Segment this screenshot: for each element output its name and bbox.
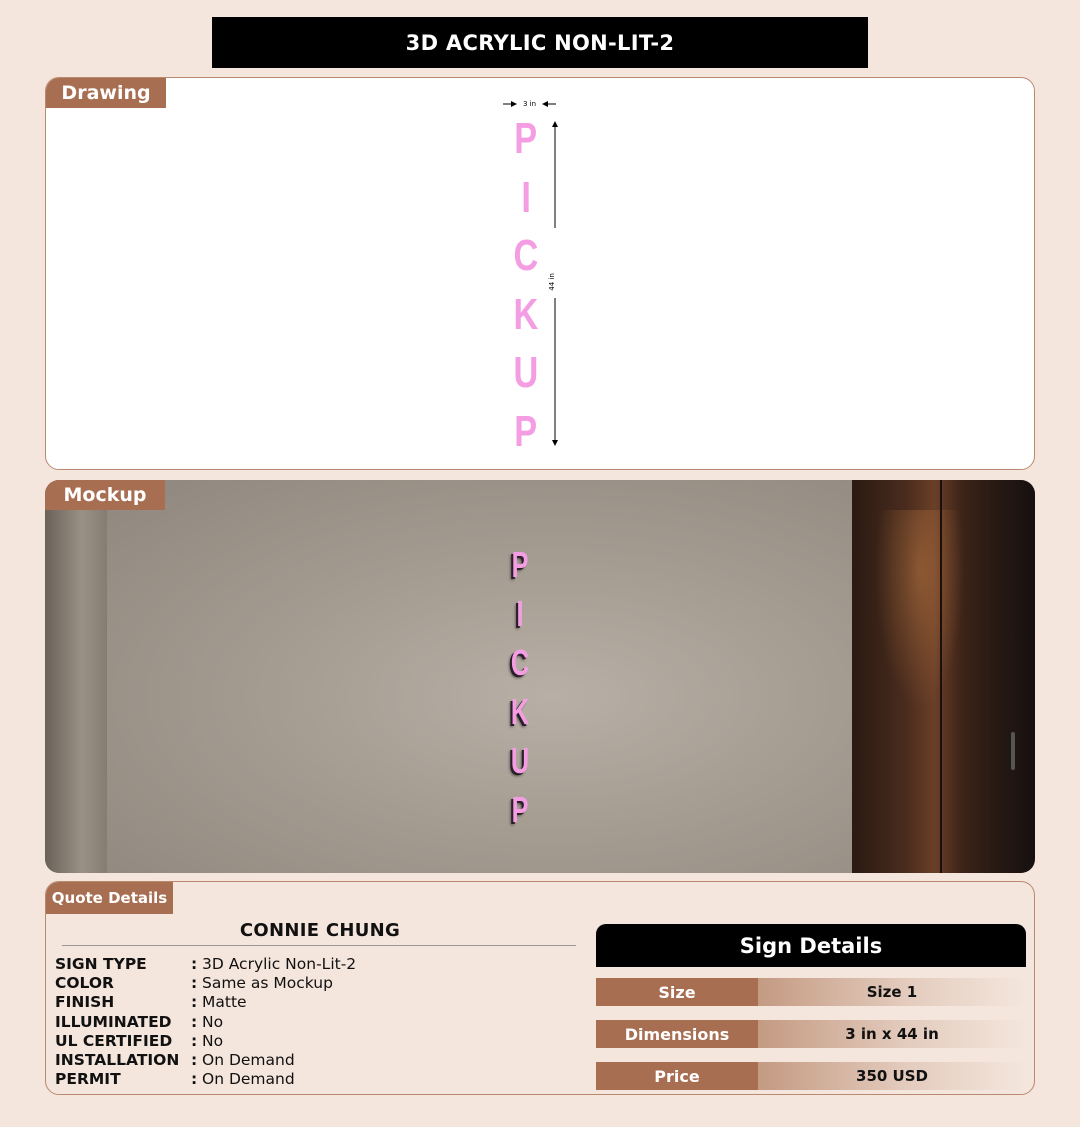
sign-detail-value: 3 in x 44 in [758,1020,1026,1048]
drawing-tab: Drawing [46,78,166,108]
door-seam [940,480,942,873]
sign-detail-value: 350 USD [758,1062,1026,1090]
spec-label: COLOR [55,974,114,993]
sign-detail-label: Price [596,1062,758,1090]
sign-mockup-letters [503,540,537,834]
spec-separator: : [191,974,198,993]
spec-row [55,993,356,1012]
spec-row [55,1013,356,1032]
spec-separator: : [191,1031,198,1050]
sign-letter: C [513,231,539,280]
spec-value: On Demand [202,1050,295,1069]
light-glow [875,510,965,710]
mockup-letter: K [510,691,530,732]
mockup-letter: P [511,544,529,585]
sign-drawing-letters [506,110,546,461]
height-dimension-label: 44 in [547,273,556,291]
page-title: 3D ACRYLIC NON-LIT-2 [212,17,868,68]
spec-label: ILLUMINATED [55,1012,172,1031]
spec-row [55,1051,356,1070]
drawing-panel [45,77,1035,470]
spec-separator: : [191,1070,198,1089]
sign-letter: K [513,289,539,339]
spec-label: PERMIT [55,1070,121,1089]
spec-row [55,955,356,974]
mockup-letter: P [511,789,529,830]
sign-detail-label: Dimensions [596,1020,758,1048]
mockup-panel [45,480,1035,873]
sign-letter: U [513,348,539,397]
spec-value: No [202,1031,224,1050]
spec-label: SIGN TYPE [55,955,147,973]
spec-value: On Demand [202,1070,295,1089]
sign-detail-row-size [596,978,1026,1006]
spec-label: UL CERTIFIED [55,1031,173,1050]
sign-letter: P [514,406,538,456]
spec-row [55,1070,356,1089]
spec-list [55,955,356,1089]
sign-letter: I [521,172,531,222]
sign-details-header: Sign Details [596,924,1026,967]
wall-column [45,480,107,873]
spec-separator: : [191,1050,198,1069]
customer-name: CONNIE CHUNG [239,920,401,941]
spec-row [55,974,356,993]
sign-detail-row-dimensions [596,1020,1026,1048]
door-handle [1011,732,1015,770]
sign-letter: P [514,114,538,163]
width-dimension-label: 3 in [523,100,537,108]
quote-details-panel [45,881,1035,1095]
spec-value: 3D Acrylic Non-Lit-2 [202,955,357,973]
spec-label: FINISH [55,993,115,1012]
mockup-letter: I [516,593,524,634]
spec-value: No [202,1012,224,1031]
spec-value: Same as Mockup [202,974,333,993]
spec-row [55,1032,356,1051]
sign-detail-label: Size [596,978,758,1006]
mockup-letter: C [510,642,530,683]
spec-label: INSTALLATION [55,1050,180,1069]
wall-surface [107,480,852,873]
mockup-tab: Mockup [45,480,165,510]
quote-details-tab: Quote Details [46,882,173,914]
mockup-letter: U [510,740,530,781]
spec-value: Matte [202,993,247,1012]
sign-detail-value: Size 1 [758,978,1026,1006]
sign-detail-row-price [596,1062,1026,1090]
spec-separator: : [191,1012,198,1031]
divider [62,945,576,946]
spec-separator: : [191,955,198,973]
spec-separator: : [191,993,198,1012]
